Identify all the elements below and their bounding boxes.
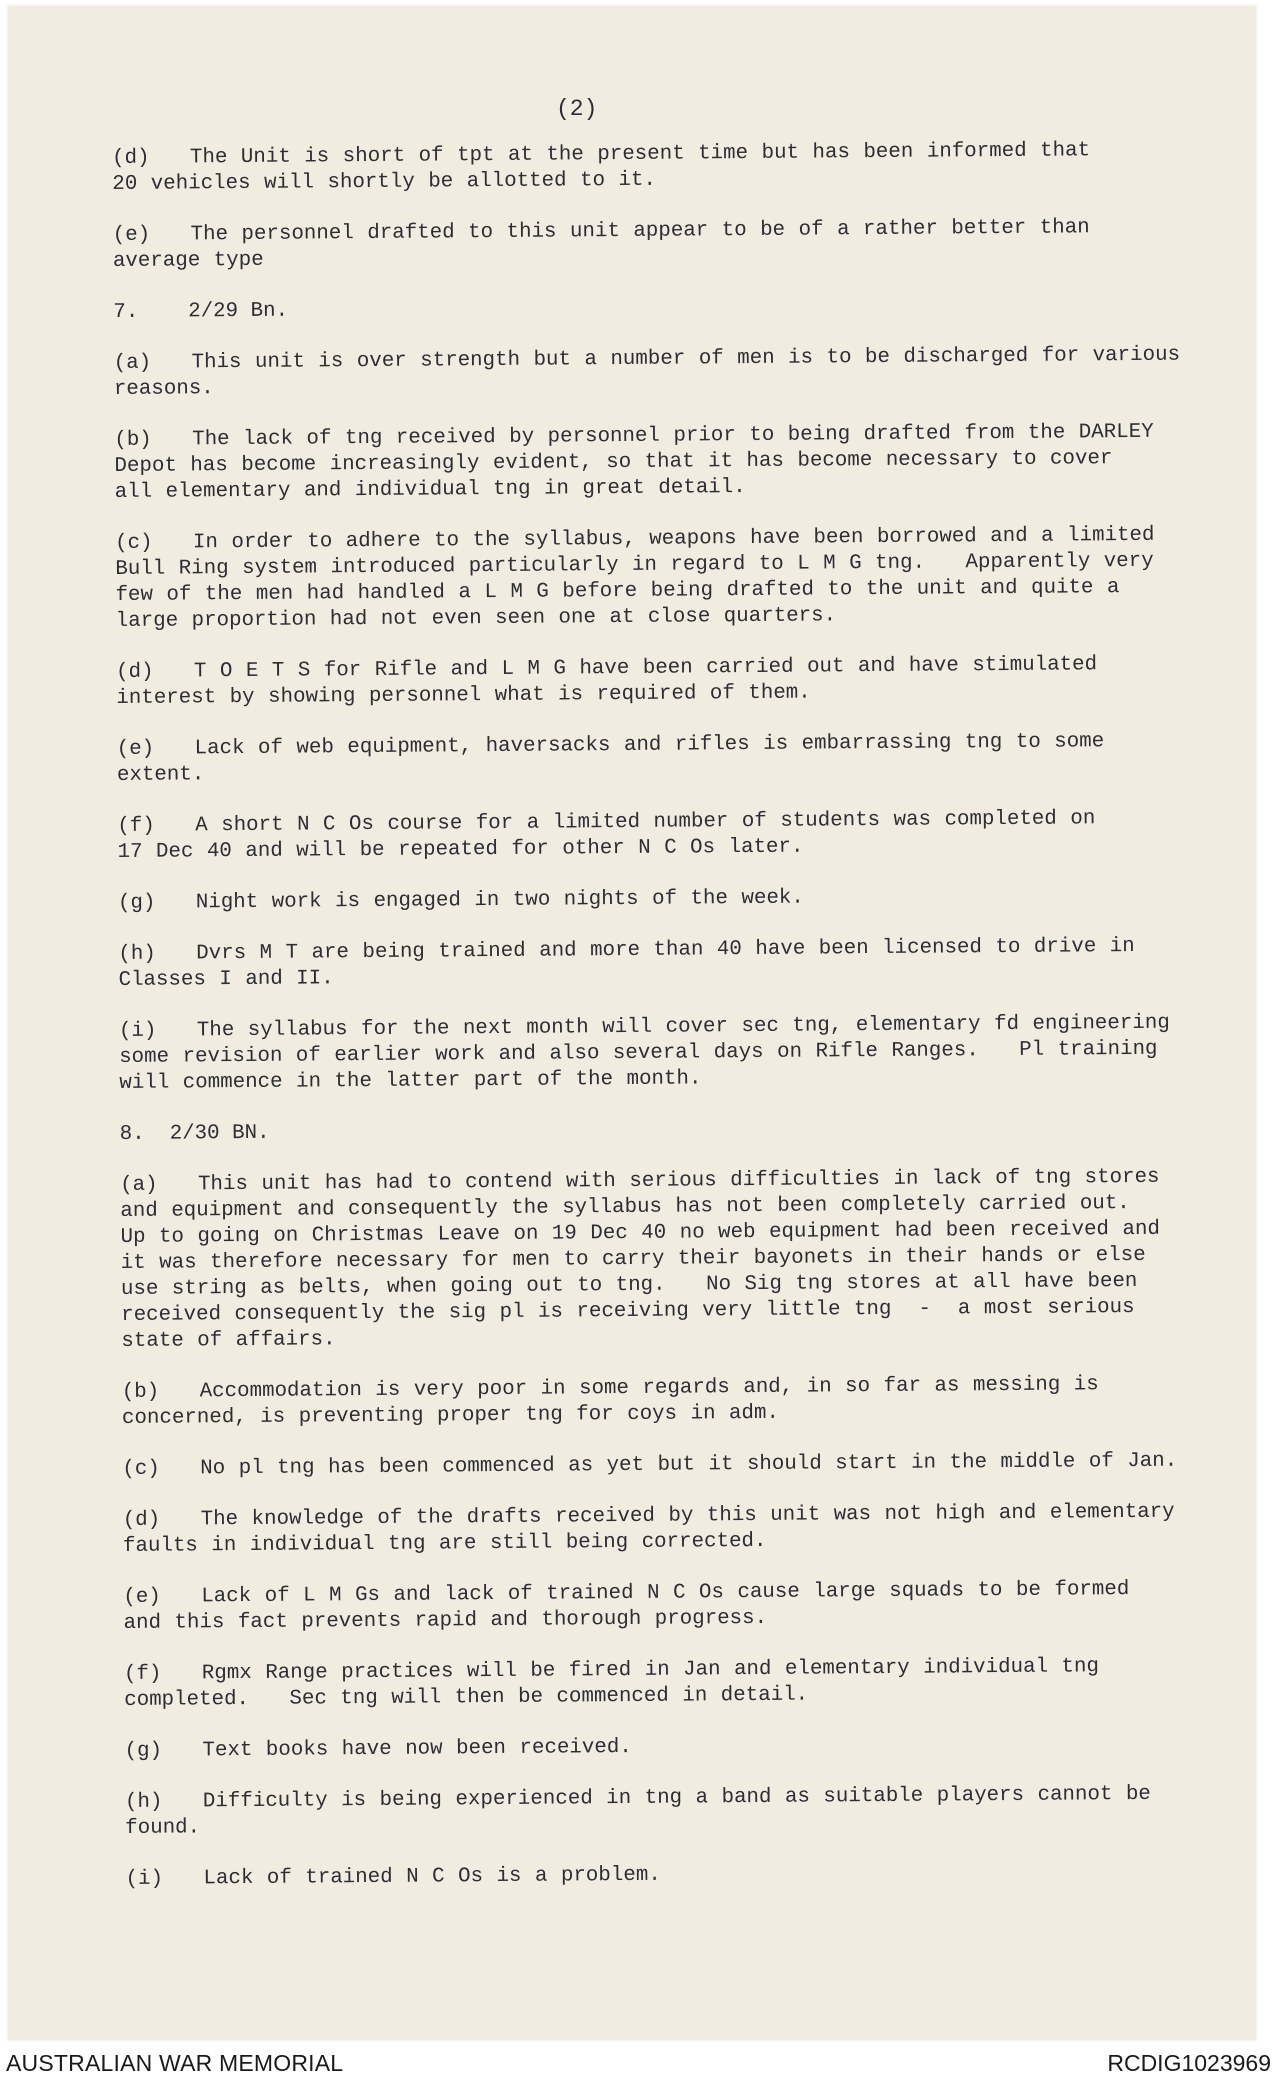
text-line: (a) This unit has had to contend with serious difficulties in lack of tng stores [120, 1165, 1160, 1197]
paragraph [115, 522, 1226, 635]
text-line: faults in individual tng are still being corrected. [122, 1529, 767, 1558]
text-line: Up to going on Christmas Leave on 19 Dec 40 no web equipment had been received and [120, 1217, 1161, 1249]
paragraph [119, 1010, 1230, 1097]
section-heading: 8. 2/30 BN. [119, 1121, 270, 1146]
text-line: (d) The knowledge of the drafts received by this unit was not high and elementary [122, 1500, 1175, 1532]
text-line: reasons. [113, 377, 214, 401]
text-line: (i) The syllabus for the next month will cover sec tng, elementary fd engineering [118, 1011, 1170, 1043]
text-line: Depot has become increasingly evident, so that it has become necessary to cover [114, 447, 1113, 478]
text-line: (a) This unit is over strength but a number of men is to be discharged for various [113, 343, 1181, 375]
paragraph [114, 342, 1224, 403]
paragraph [125, 1730, 1235, 1765]
text-line: (i) Lack of trained N C Os is a problem. [125, 1863, 661, 1891]
text-line: Bull Ring system introduced particularly in regard to L M G tng. Apparently very [115, 549, 1154, 581]
document-page [8, 6, 1256, 2040]
text-line: Classes I and II. [118, 967, 334, 992]
text-line: it was therefore necessary for men to carry their bayonets in their hands or else [120, 1243, 1146, 1275]
text-line: and equipment and consequently the syllabus has not been completely carried out. [120, 1192, 1130, 1223]
text-line: received consequently the sig pl is receiving very little tng - a most serious [121, 1296, 1135, 1327]
paragraph [120, 1164, 1231, 1355]
paragraph [117, 728, 1227, 789]
document-body [112, 137, 1236, 1918]
text-line: 20 vehicles will shortly be allotted to it. [112, 168, 657, 196]
text-line: (e) The personnel drafted to this unit appear to be of a rather better than [112, 216, 1090, 247]
paragraph [122, 1448, 1232, 1483]
text-line: (d) T O E T S for Rifle and L M G have been carried out and have stimulated [116, 653, 1098, 684]
paragraph [122, 1371, 1232, 1432]
text-line: (f) A short N C Os course for a limited number of students was completed on [117, 807, 1096, 838]
paragraph [123, 1576, 1233, 1637]
text-line: (b) Accommodation is very poor in some regards and, in so far as messing is [121, 1373, 1099, 1404]
paragraph [114, 419, 1225, 506]
text-line: found. [125, 1816, 201, 1840]
paragraph [112, 137, 1222, 198]
text-line: interest by showing personnel what is required of them. [116, 681, 811, 710]
text-line: (c) No pl tng has been commenced as yet but it should start in the middle of Jan. [122, 1449, 1178, 1481]
text-line: (g) Night work is engaged in two nights of the week. [117, 886, 804, 915]
section-heading: 7. 2/29 Bn. [113, 299, 289, 324]
paragraph [118, 933, 1228, 994]
text-line: state of affairs. [121, 1328, 336, 1353]
text-line: few of the men had handled a L M G before being drafted to the unit and quite a [115, 576, 1120, 607]
paragraph [124, 1653, 1234, 1714]
text-line: concerned, is preventing proper tng for coys in adm. [121, 1401, 780, 1430]
text-line: (h) Dvrs M T are being trained and more than 40 have been licensed to drive in [118, 934, 1135, 966]
page-number: (2) [556, 96, 598, 122]
text-line: (g) Text books have now been received. [124, 1735, 632, 1763]
text-line: will commence in the latter part of the month. [119, 1067, 702, 1095]
text-line: 17 Dec 40 and will be repeated for other N C Os later. [117, 835, 804, 864]
text-line: (d) The Unit is short of tpt at the present time but has been informed that [112, 139, 1091, 170]
paragraph [117, 805, 1227, 866]
text-line: (e) Lack of L M Gs and lack of trained N C Os cause large squads to be formed [123, 1578, 1130, 1609]
text-line: large proportion had not even seen one at close quarters. [115, 604, 837, 633]
text-line: use string as belts, when going out to tng. No Sig tng stores at all have been [120, 1269, 1138, 1301]
text-line: average type [112, 248, 264, 273]
record-id: RCDIG1023969 [1107, 2050, 1271, 2076]
text-line: (f) Rgmx Range practices will be fired in Jan and elementary individual tng [123, 1655, 1100, 1686]
archive-credit: AUSTRALIAN WAR MEMORIAL [6, 2050, 344, 2076]
text-line: and this fact prevents rapid and thorough progress. [123, 1606, 768, 1635]
paragraph [118, 882, 1228, 917]
text-line: (e) Lack of web equipment, haversacks and rifles is embarrassing tng to some [116, 730, 1105, 761]
paragraph [126, 1858, 1236, 1893]
paragraph [116, 651, 1226, 712]
text-line: (c) In order to adhere to the syllabus, weapons have been borrowed and a limited [115, 523, 1155, 555]
text-line: completed. Sec tng will then be commenced in detail. [124, 1683, 809, 1712]
text-line: (b) The lack of tng received by personnel prior to being drafted from the DARLEY [114, 420, 1154, 452]
text-line: some revision of earlier work and also several days on Rifle Ranges. Pl training [119, 1037, 1158, 1069]
text-line: extent. [116, 763, 205, 787]
paragraph [125, 1781, 1235, 1842]
paragraph [123, 1499, 1233, 1560]
paragraph [113, 214, 1223, 275]
text-line: (h) Difficulty is being experienced in tng a band as suitable players cannot be [124, 1782, 1151, 1814]
text-line: all elementary and individual tng in great detail. [114, 476, 746, 504]
